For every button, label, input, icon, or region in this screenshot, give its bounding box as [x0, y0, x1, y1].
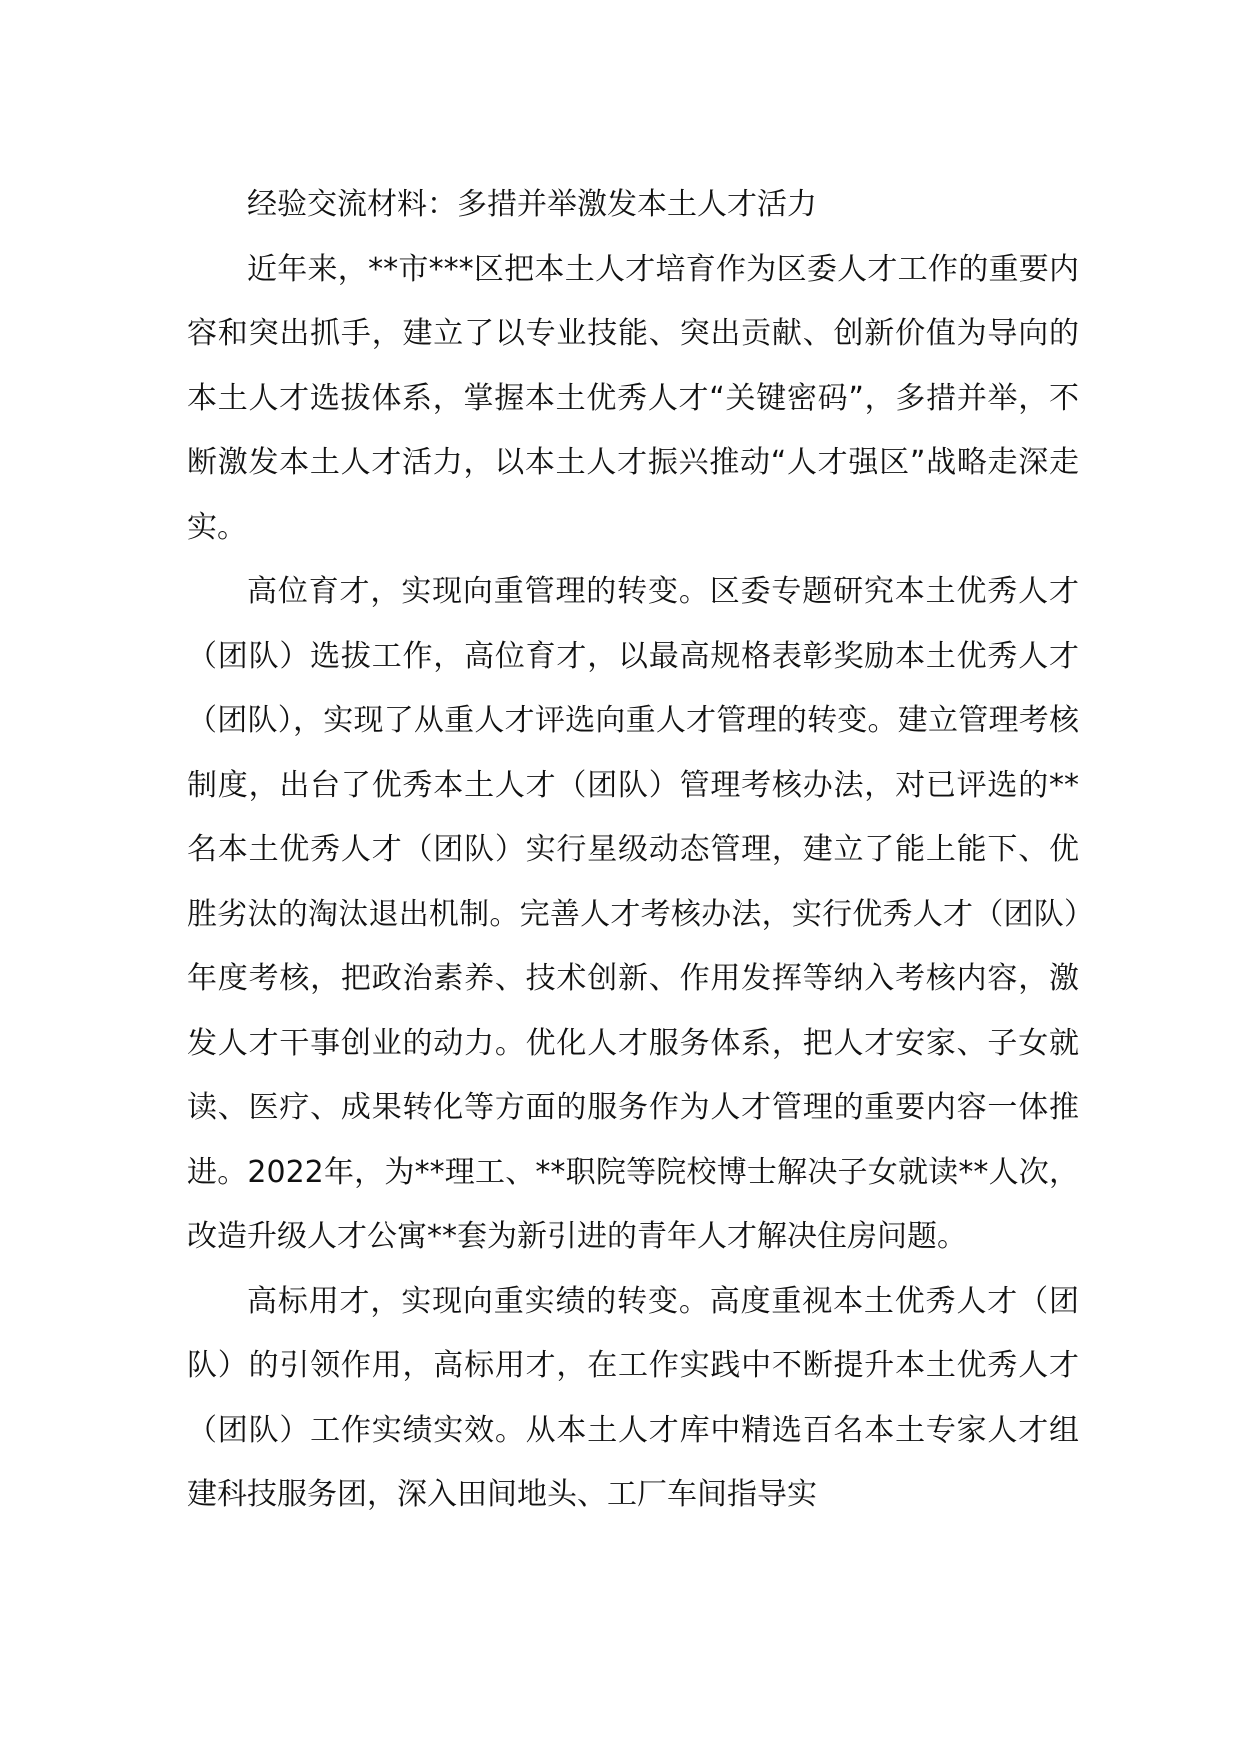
document-title: 经验交流材料：多措并举激发本土人才活力: [247, 187, 817, 222]
document-body: [187, 173, 1079, 1528]
paragraph-management: 高位育才，实现向重管理的转变。区委专题研究本土优秀人才（团队）选拔工作，高位育才，以最高规格表彰奖励本土优秀人才（团队），实现了从重人才评选向重人才管理的转变。建立管理考核制度，出台了优秀本土人才（团队）管理考核办法，对已评选的**名本土优秀人才（团队）实行星级动态管理，建立了能上能下、优胜劣汰的淘汰退出机制。完善人才考核办法，实行优秀人才（团队）年度考核，把政治素养、技术创新、作用发挥等纳入考核内容，激发人才干事创业的动力。优化人才服务体系，把人才安家、子女就读、医疗、成果转化等方面的服务作为人才管理的重要内容一体推进。2022年，为**理工、**职院等院校博士解决子女就读**人次，改造升级人才公寓**套为新引进的青年人才解决住房问题。: [187, 574, 1079, 1254]
paragraph-intro: 近年来，**市***区把本土人才培育作为区委人才工作的重要内容和突出抓手，建立了以专业技能、突出贡献、创新价值为导向的本土人才选拔体系，掌握本土优秀人才“关键密码”，多措并举，不断激发本土人才活力，以本土人才振兴推动“人才强区”战略走深走实。: [187, 251, 1079, 545]
paragraph-performance: 高标用才，实现向重实绩的转变。高度重视本土优秀人才（团队）的引领作用，高标用才，在工作实践中不断提升本土优秀人才（团队）工作实绩实效。从本土人才库中精选百名本土专家人才组建科技服务团，深入田间地头、工厂车间指导实: [187, 1283, 1079, 1512]
